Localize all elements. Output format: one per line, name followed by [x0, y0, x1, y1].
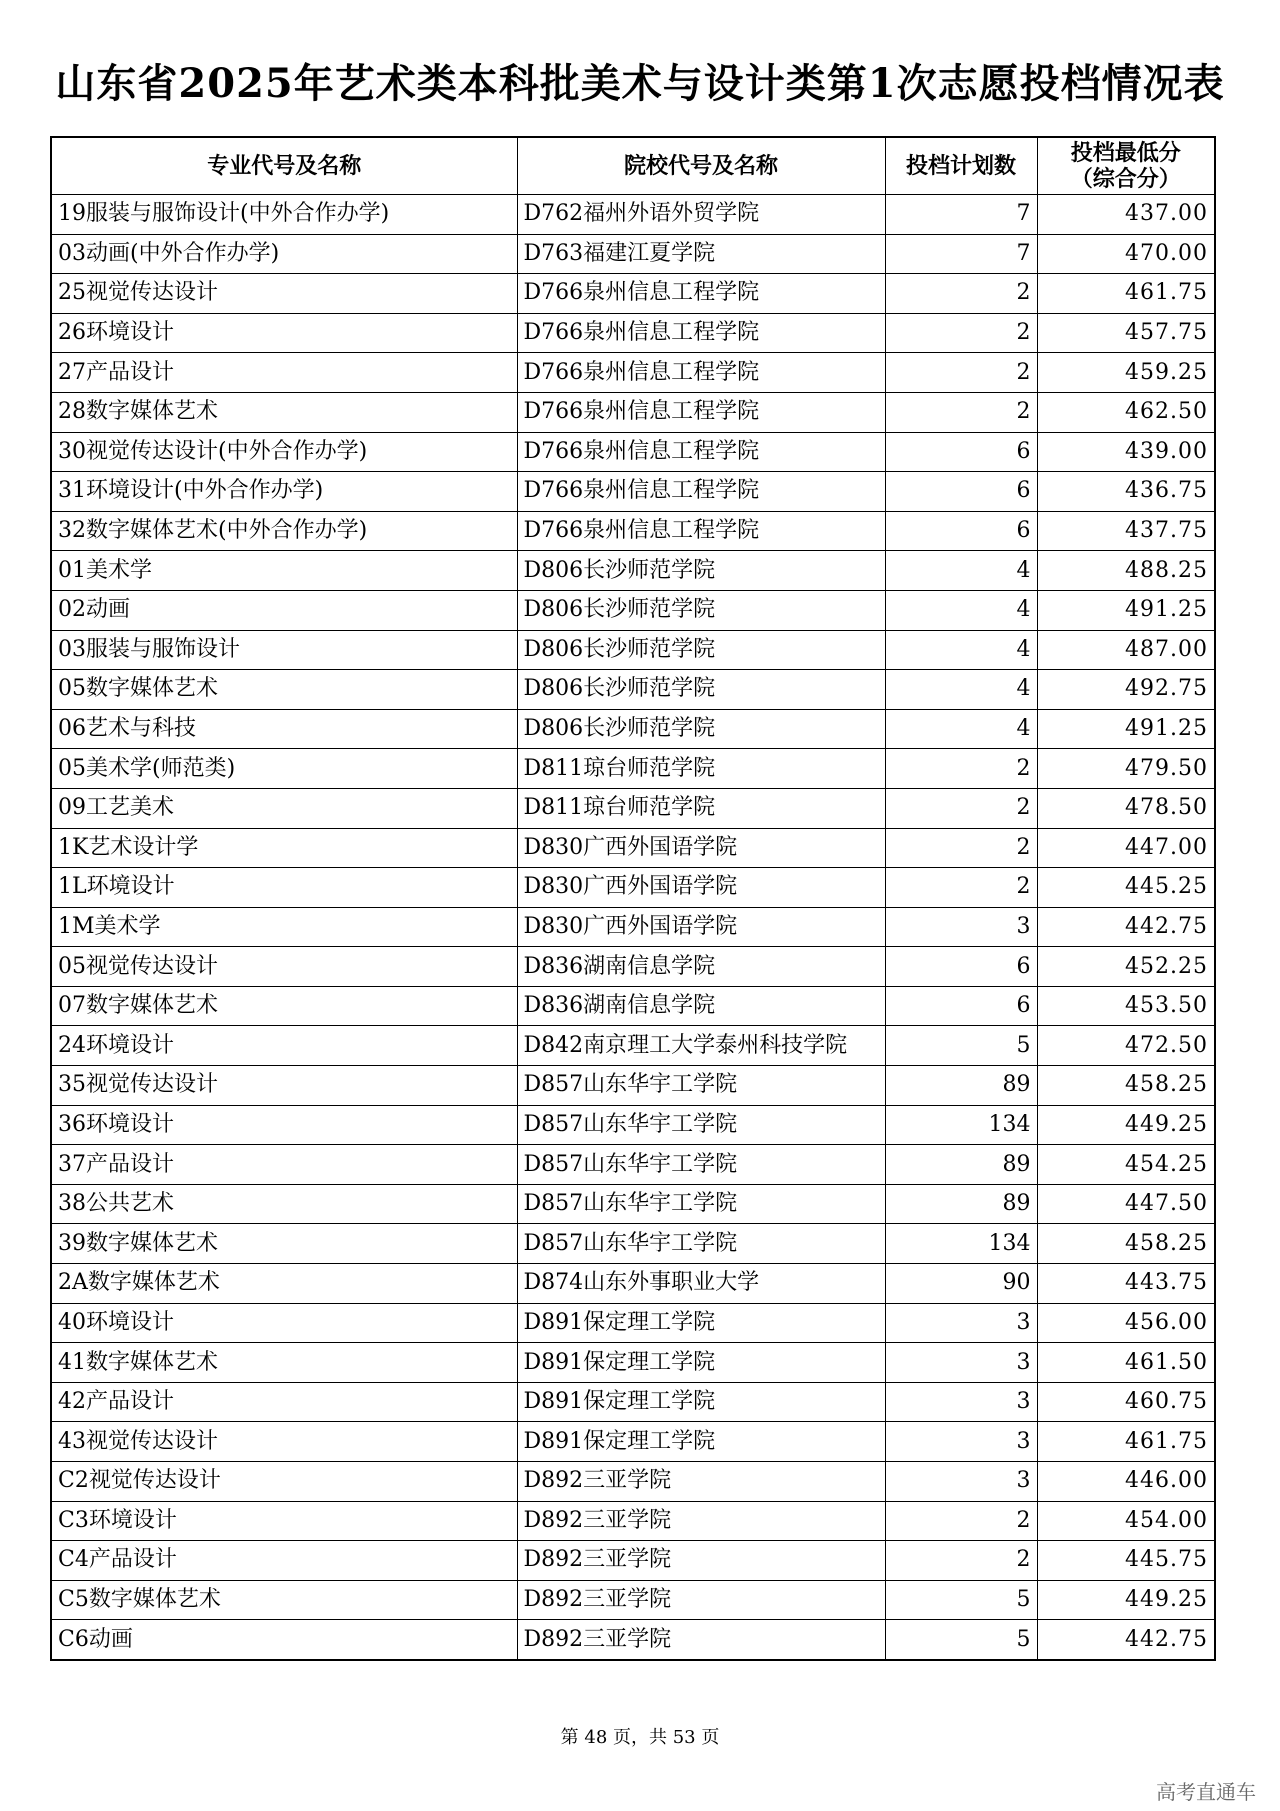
cell-min-score: 454.25: [1037, 1145, 1215, 1185]
cell-min-score: 458.25: [1037, 1066, 1215, 1106]
cell-min-score: 457.75: [1037, 313, 1215, 353]
table-row: [51, 1462, 1215, 1502]
cell-school: D891保定理工学院: [517, 1382, 885, 1422]
cell-plan: 3: [885, 1462, 1037, 1502]
cell-major: 07数字媒体艺术: [51, 986, 517, 1026]
cell-school: D857山东华宇工学院: [517, 1105, 885, 1145]
cell-min-score: 443.75: [1037, 1264, 1215, 1304]
cell-min-score: 445.75: [1037, 1541, 1215, 1581]
cell-school: D806长沙师范学院: [517, 709, 885, 749]
table-header-row: [51, 137, 1215, 195]
table-row: [51, 947, 1215, 987]
cell-min-score: 442.75: [1037, 907, 1215, 947]
page-title: 山东省2025年艺术类本科批美术与设计类第1次志愿投档情况表: [55, 60, 1225, 107]
table-row: [51, 1184, 1215, 1224]
cell-plan: 89: [885, 1066, 1037, 1106]
cell-school: D766泉州信息工程学院: [517, 274, 885, 314]
cell-min-score: 459.25: [1037, 353, 1215, 393]
cell-plan: 4: [885, 551, 1037, 591]
cell-plan: 3: [885, 1382, 1037, 1422]
cell-school: D892三亚学院: [517, 1620, 885, 1660]
cell-min-score: 437.75: [1037, 511, 1215, 551]
cell-plan: 2: [885, 274, 1037, 314]
table-row: [51, 1224, 1215, 1264]
header-min-score-line1: 投档最低分: [1070, 140, 1181, 166]
table-row: [51, 986, 1215, 1026]
table-row: [51, 828, 1215, 868]
cell-min-score: 456.00: [1037, 1303, 1215, 1343]
cell-plan: 3: [885, 1303, 1037, 1343]
cell-plan: 6: [885, 986, 1037, 1026]
cell-school: D891保定理工学院: [517, 1422, 885, 1462]
table-row: [51, 1382, 1215, 1422]
cell-min-score: 458.25: [1037, 1224, 1215, 1264]
table-row: [51, 1541, 1215, 1581]
cell-major: 41数字媒体艺术: [51, 1343, 517, 1383]
cell-plan: 134: [885, 1224, 1037, 1264]
cell-major: 32数字媒体艺术(中外合作办学): [51, 511, 517, 551]
cell-plan: 3: [885, 907, 1037, 947]
table-row: [51, 551, 1215, 591]
cell-major: 1L环境设计: [51, 868, 517, 908]
cell-major: C3环境设计: [51, 1501, 517, 1541]
table-row: [51, 511, 1215, 551]
cell-school: D892三亚学院: [517, 1580, 885, 1620]
cell-school: D857山东华宇工学院: [517, 1224, 885, 1264]
cell-school: D766泉州信息工程学院: [517, 392, 885, 432]
cell-plan: 2: [885, 313, 1037, 353]
cell-min-score: 491.25: [1037, 709, 1215, 749]
cell-major: 02动画: [51, 590, 517, 630]
cell-plan: 5: [885, 1580, 1037, 1620]
cell-school: D766泉州信息工程学院: [517, 432, 885, 472]
cell-plan: 90: [885, 1264, 1037, 1304]
table-row: [51, 274, 1215, 314]
table-row: [51, 1343, 1215, 1383]
cell-school: D842南京理工大学泰州科技学院: [517, 1026, 885, 1066]
cell-min-score: 436.75: [1037, 472, 1215, 512]
cell-plan: 5: [885, 1026, 1037, 1066]
cell-min-score: 454.00: [1037, 1501, 1215, 1541]
cell-major: 40环境设计: [51, 1303, 517, 1343]
watermark: 高考直通车: [1156, 1780, 1256, 1804]
cell-school: D892三亚学院: [517, 1541, 885, 1581]
table-row: [51, 1026, 1215, 1066]
cell-plan: 6: [885, 511, 1037, 551]
header-major: 专业代号及名称: [51, 137, 517, 195]
cell-school: D857山东华宇工学院: [517, 1184, 885, 1224]
cell-plan: 3: [885, 1343, 1037, 1383]
cell-plan: 4: [885, 670, 1037, 710]
cell-major: 25视觉传达设计: [51, 274, 517, 314]
cell-min-score: 449.25: [1037, 1105, 1215, 1145]
cell-min-score: 472.50: [1037, 1026, 1215, 1066]
cell-min-score: 461.75: [1037, 274, 1215, 314]
cell-min-score: 491.25: [1037, 590, 1215, 630]
cell-min-score: 442.75: [1037, 1620, 1215, 1660]
cell-major: C4产品设计: [51, 1541, 517, 1581]
cell-major: 38公共艺术: [51, 1184, 517, 1224]
cell-plan: 134: [885, 1105, 1037, 1145]
cell-school: D766泉州信息工程学院: [517, 511, 885, 551]
cell-plan: 89: [885, 1145, 1037, 1185]
cell-plan: 6: [885, 472, 1037, 512]
page-number: 第 48 页，共 53 页: [560, 1727, 720, 1748]
cell-school: D857山东华宇工学院: [517, 1145, 885, 1185]
cell-school: D811琼台师范学院: [517, 788, 885, 828]
cell-major: 36环境设计: [51, 1105, 517, 1145]
table-row: [51, 749, 1215, 789]
header-min-score-line2: （综合分）: [1070, 166, 1181, 192]
cell-school: D766泉州信息工程学院: [517, 353, 885, 393]
cell-school: D891保定理工学院: [517, 1343, 885, 1383]
cell-school: D892三亚学院: [517, 1462, 885, 1502]
cell-min-score: 479.50: [1037, 749, 1215, 789]
cell-school: D836湖南信息学院: [517, 986, 885, 1026]
table-row: [51, 353, 1215, 393]
cell-major: C6动画: [51, 1620, 517, 1660]
table-body: [51, 195, 1215, 1660]
cell-school: D830广西外国语学院: [517, 868, 885, 908]
cell-school: D811琼台师范学院: [517, 749, 885, 789]
cell-min-score: 449.25: [1037, 1580, 1215, 1620]
cell-plan: 4: [885, 709, 1037, 749]
cell-major: 03服装与服饰设计: [51, 630, 517, 670]
cell-major: 37产品设计: [51, 1145, 517, 1185]
cell-major: 30视觉传达设计(中外合作办学): [51, 432, 517, 472]
cell-major: 26环境设计: [51, 313, 517, 353]
cell-major: 24环境设计: [51, 1026, 517, 1066]
cell-major: C5数字媒体艺术: [51, 1580, 517, 1620]
header-min-score: [1037, 137, 1215, 195]
table-row: [51, 1580, 1215, 1620]
cell-min-score: 488.25: [1037, 551, 1215, 591]
cell-min-score: 492.75: [1037, 670, 1215, 710]
cell-school: D763福建江夏学院: [517, 234, 885, 274]
table-row: [51, 472, 1215, 512]
cell-major: 1K艺术设计学: [51, 828, 517, 868]
cell-plan: 5: [885, 1620, 1037, 1660]
cell-school: D766泉州信息工程学院: [517, 313, 885, 353]
table-row: [51, 630, 1215, 670]
cell-plan: 2: [885, 1501, 1037, 1541]
table-row: [51, 1303, 1215, 1343]
table-row: [51, 709, 1215, 749]
cell-plan: 2: [885, 788, 1037, 828]
table-row: [51, 1620, 1215, 1660]
cell-plan: 2: [885, 392, 1037, 432]
table-row: [51, 788, 1215, 828]
cell-major: 28数字媒体艺术: [51, 392, 517, 432]
cell-major: 2A数字媒体艺术: [51, 1264, 517, 1304]
cell-major: 05数字媒体艺术: [51, 670, 517, 710]
cell-plan: 4: [885, 630, 1037, 670]
cell-plan: 2: [885, 749, 1037, 789]
cell-major: 39数字媒体艺术: [51, 1224, 517, 1264]
cell-min-score: 460.75: [1037, 1382, 1215, 1422]
table-row: [51, 432, 1215, 472]
cell-major: 27产品设计: [51, 353, 517, 393]
cell-school: D806长沙师范学院: [517, 670, 885, 710]
cell-school: D806长沙师范学院: [517, 551, 885, 591]
cell-min-score: 461.50: [1037, 1343, 1215, 1383]
cell-plan: 2: [885, 353, 1037, 393]
cell-major: 01美术学: [51, 551, 517, 591]
cell-plan: 6: [885, 947, 1037, 987]
cell-min-score: 487.00: [1037, 630, 1215, 670]
cell-plan: 3: [885, 1422, 1037, 1462]
cell-major: 03动画(中外合作办学): [51, 234, 517, 274]
cell-min-score: 470.00: [1037, 234, 1215, 274]
table-row: [51, 590, 1215, 630]
header-plan: 投档计划数: [885, 137, 1037, 195]
cell-min-score: 447.50: [1037, 1184, 1215, 1224]
cell-major: 43视觉传达设计: [51, 1422, 517, 1462]
cell-plan: 4: [885, 590, 1037, 630]
cell-plan: 2: [885, 828, 1037, 868]
cell-min-score: 445.25: [1037, 868, 1215, 908]
cell-school: D766泉州信息工程学院: [517, 472, 885, 512]
table-row: [51, 392, 1215, 432]
cell-major: 09工艺美术: [51, 788, 517, 828]
table-row: [51, 868, 1215, 908]
cell-school: D806长沙师范学院: [517, 630, 885, 670]
cell-plan: 7: [885, 195, 1037, 235]
table-row: [51, 313, 1215, 353]
cell-school: D762福州外语外贸学院: [517, 195, 885, 235]
cell-major: 19服装与服饰设计(中外合作办学): [51, 195, 517, 235]
cell-major: 35视觉传达设计: [51, 1066, 517, 1106]
cell-major: 06艺术与科技: [51, 709, 517, 749]
cell-min-score: 453.50: [1037, 986, 1215, 1026]
cell-plan: 2: [885, 1541, 1037, 1581]
cell-plan: 89: [885, 1184, 1037, 1224]
table-row: [51, 195, 1215, 235]
cell-school: D892三亚学院: [517, 1501, 885, 1541]
cell-school: D857山东华宇工学院: [517, 1066, 885, 1106]
table-row: [51, 1105, 1215, 1145]
cell-major: 05美术学(师范类): [51, 749, 517, 789]
cell-min-score: 461.75: [1037, 1422, 1215, 1462]
table-row: [51, 234, 1215, 274]
admission-table: [50, 136, 1216, 1661]
cell-plan: 2: [885, 868, 1037, 908]
cell-major: C2视觉传达设计: [51, 1462, 517, 1502]
cell-school: D836湖南信息学院: [517, 947, 885, 987]
cell-plan: 6: [885, 432, 1037, 472]
cell-major: 05视觉传达设计: [51, 947, 517, 987]
table-row: [51, 1501, 1215, 1541]
cell-min-score: 437.00: [1037, 195, 1215, 235]
table-row: [51, 670, 1215, 710]
cell-school: D891保定理工学院: [517, 1303, 885, 1343]
cell-school: D806长沙师范学院: [517, 590, 885, 630]
cell-school: D830广西外国语学院: [517, 907, 885, 947]
cell-major: 1M美术学: [51, 907, 517, 947]
cell-min-score: 439.00: [1037, 432, 1215, 472]
cell-major: 31环境设计(中外合作办学): [51, 472, 517, 512]
cell-major: 42产品设计: [51, 1382, 517, 1422]
cell-min-score: 452.25: [1037, 947, 1215, 987]
cell-school: D874山东外事职业大学: [517, 1264, 885, 1304]
cell-min-score: 447.00: [1037, 828, 1215, 868]
cell-plan: 7: [885, 234, 1037, 274]
cell-school: D830广西外国语学院: [517, 828, 885, 868]
table-row: [51, 1264, 1215, 1304]
table-row: [51, 907, 1215, 947]
cell-min-score: 462.50: [1037, 392, 1215, 432]
table-row: [51, 1145, 1215, 1185]
cell-min-score: 478.50: [1037, 788, 1215, 828]
header-school: 院校代号及名称: [517, 137, 885, 195]
cell-min-score: 446.00: [1037, 1462, 1215, 1502]
table-row: [51, 1066, 1215, 1106]
table-row: [51, 1422, 1215, 1462]
